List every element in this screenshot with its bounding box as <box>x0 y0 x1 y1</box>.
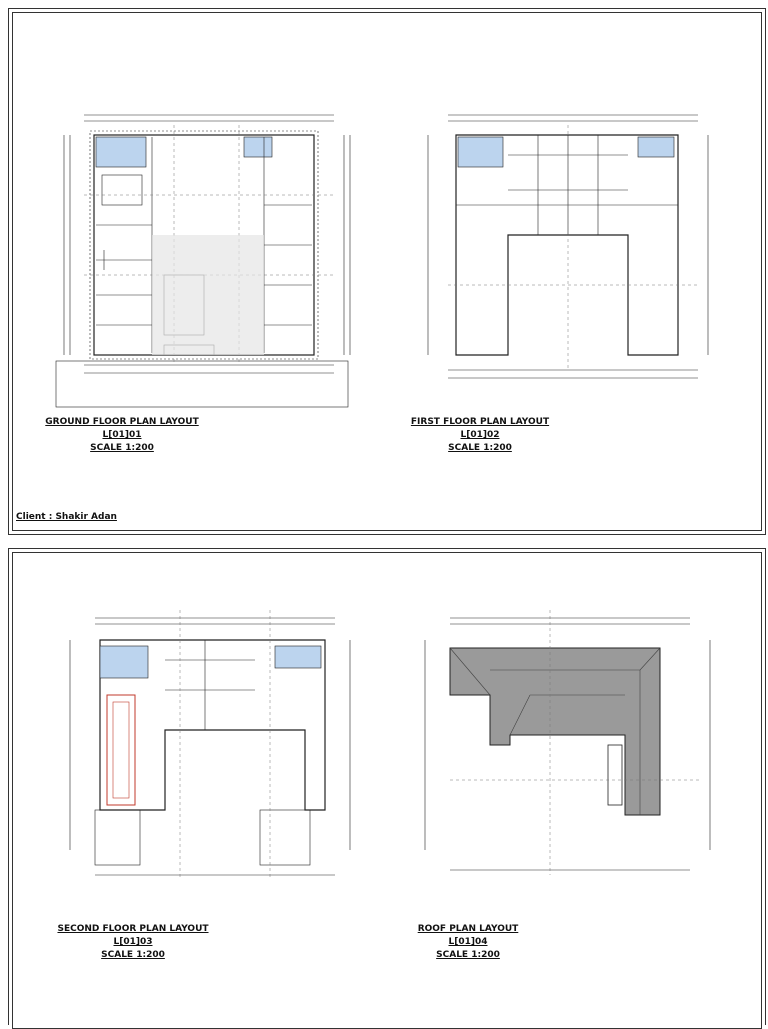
second-floor-plan-caption <box>50 923 216 962</box>
roof-plan-caption <box>400 923 536 962</box>
plan-code: L[01]01 <box>102 430 142 440</box>
plan-scale: SCALE 1:200 <box>448 443 512 453</box>
first-floor-plan-caption <box>390 416 570 455</box>
plan-code: L[01]04 <box>448 937 488 947</box>
ground-floor-plan-drawing <box>44 95 366 410</box>
plan-code: L[01]03 <box>113 937 153 947</box>
plan-title: ROOF PLAN LAYOUT <box>417 924 519 934</box>
plan-code: L[01]02 <box>460 430 500 440</box>
plan-scale: SCALE 1:200 <box>101 950 165 960</box>
plan-title: SECOND FLOOR PLAN LAYOUT <box>57 924 209 934</box>
plan-scale: SCALE 1:200 <box>90 443 154 453</box>
second-floor-plan-drawing <box>55 600 365 890</box>
ground-floor-plan-caption <box>20 416 224 455</box>
roof-plan-drawing <box>410 600 725 890</box>
plan-scale: SCALE 1:200 <box>436 950 500 960</box>
plan-title: FIRST FLOOR PLAN LAYOUT <box>410 417 550 427</box>
first-floor-plan-drawing <box>408 95 726 395</box>
client-label: Client : Shakir Adan <box>16 512 117 522</box>
plan-title: GROUND FLOOR PLAN LAYOUT <box>45 417 199 427</box>
